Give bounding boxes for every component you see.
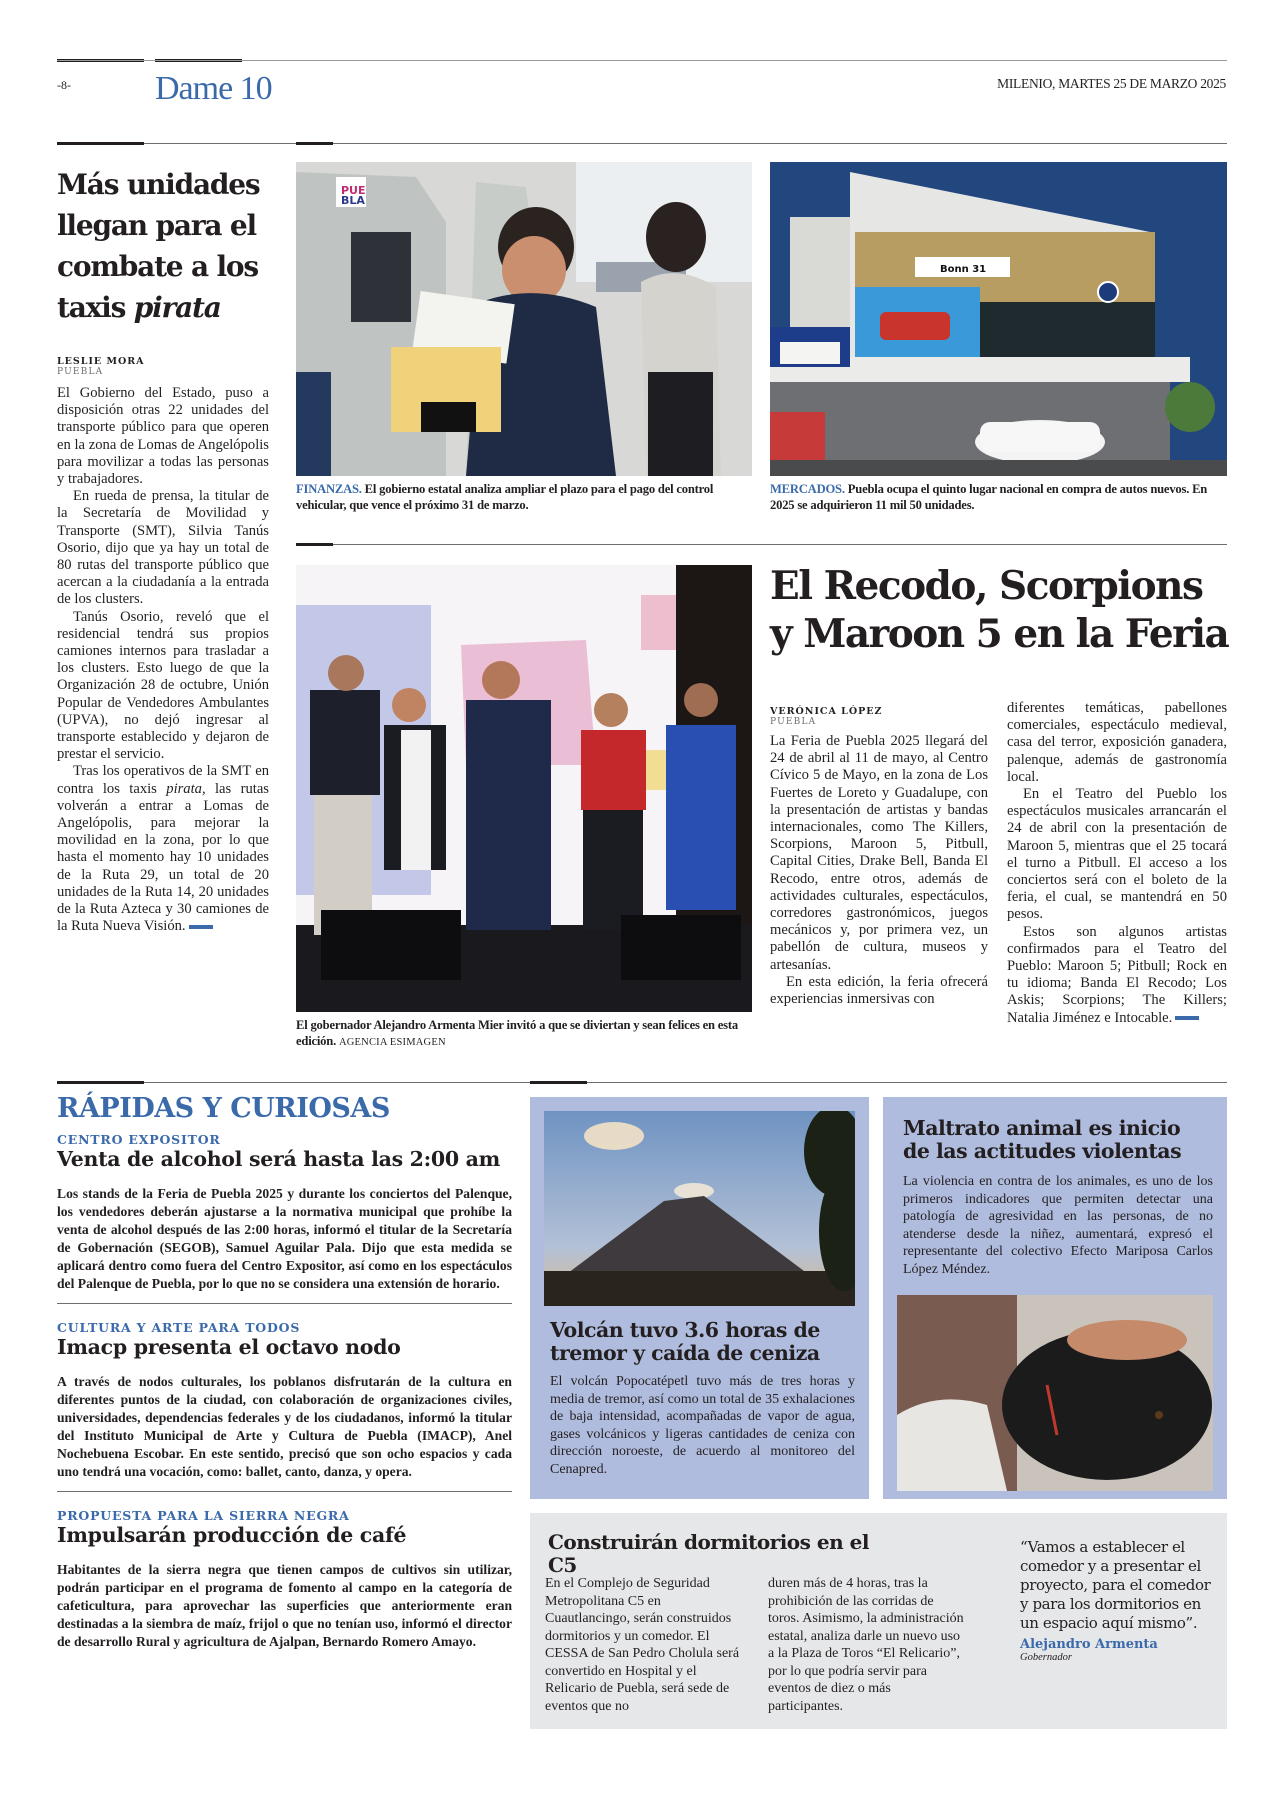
end-mark bbox=[189, 925, 213, 929]
volcan-box bbox=[530, 1097, 869, 1499]
feria-author: VERÓNICA LÓPEZ bbox=[770, 706, 883, 717]
rapidas-item bbox=[57, 1320, 512, 1481]
c5-column-2: duren más de 4 horas, tras la prohibición de las corridas de toros. Asimismo, la administración estatal, analiza darle un nuevo uso a la Plaza de Toros “El Relicario”, por lo que podría servir para eventos de diez o más participantes. bbox=[768, 1576, 964, 1714]
paragraph: Tanús Osorio, reveló que el residencial tendrá sus propios camiones internos para trasladar a los clusters. Esto luego de que la Organización 28 de octubre, Unión Popular de Vendedores Ambulantes (UPVA), no dejó ingresar al transporte establecido y dejaron de prestar el servicio. bbox=[57, 608, 269, 763]
c5-column-1: En el Complejo de Seguridad Metropolitana C5 en Cuautlancingo, serán construidos dormitorios y un comedor. El CESSA de San Pedro Cholula será convertido en Hospital y el Relicario de Puebla, será sede de eventos que no bbox=[545, 1576, 740, 1714]
rapidas-body: Los stands de la Feria de Puebla 2025 y durante los conciertos del Palenque, los vendedores deberán ajustarse a la normativa municipal que prohíbe la venta de alcohol después de las 2:00 horas, informó el titular de la Secretaría de Gobernación (SEGOB), Samuel Aguilar Pala. Dijo que esta medida se aplicará dentro como fuera del Centro Expositor, así como en los espectáculos del Palenque de Puebla, por lo que no se considera una extensión de horario. bbox=[57, 1186, 512, 1291]
maltrato-photo bbox=[897, 1295, 1213, 1491]
photo-feria bbox=[296, 565, 752, 1012]
rule-accent bbox=[296, 142, 333, 145]
taxis-headline: Más unidades llegan para el combate a los taxis pirata bbox=[57, 168, 260, 324]
feria-location: PUEBLA bbox=[770, 717, 817, 727]
rule-accent bbox=[57, 142, 144, 145]
feria-headline: El Recodo, Scorpions y Maroon 5 en la Feria bbox=[770, 563, 1229, 657]
quote-text: “Vamos a establecer el comedor y a presentar el proyecto, para el comedor y para los dormitorios en un espacio aquí mismo”. bbox=[1020, 1538, 1211, 1632]
paragraph: La Feria de Puebla 2025 llegará del 24 de abril al 11 de mayo, al Centro Cívico 5 de Mayo, en la zona de Los Fuertes de Loreto y Guadalupe, con la presentación de artistas y bandas internacionales, como The Killers, Scorpions, Maroon 5, Pitbull, Capital Cities, Drake Bell, Banda El Recodo, entre otros, además de actividades culturales, espectáculos, corredores gastronómicos, juegos mecánicos y, por primera vez, un pabellón de cultura, museos y artesanías. bbox=[770, 733, 988, 973]
paragraph: Estos son algunos artistas confirmados para el Teatro del Pueblo: Maroon 5; Pitbull; Rock en tu idioma; Banda El Recodo; Los Askis; Scorpions; The Killers; Natalia Jiménez e Intocable. bbox=[1007, 923, 1227, 1026]
paragraph: diferentes temáticas, pabellones comerciales, espectáculo medieval, casa del terror, exposición ganadera, palenque, además de gastronomía local. bbox=[1007, 700, 1227, 785]
quote-role: Gobernador bbox=[1020, 1652, 1072, 1663]
rule-accent bbox=[296, 543, 333, 546]
taxis-author: LESLIE MORA bbox=[57, 356, 145, 367]
paragraph: El Gobierno del Estado, puso a disposición otras 22 unidades del transporte público para que operen en la zona de Lomas de Angelópolis para movilizar a todas las personas y trabajadores. bbox=[57, 385, 269, 488]
volcan-headline: Volcán tuvo 3.6 horas de tremor y caída de ceniza bbox=[550, 1318, 820, 1365]
kiosk-photo-illustration bbox=[296, 162, 752, 476]
rule-accent bbox=[57, 1081, 144, 1084]
end-mark bbox=[1175, 1016, 1199, 1020]
rapidas-item bbox=[57, 1508, 512, 1651]
maltrato-headline: Maltrato animal es inicio de las actitudes violentas bbox=[903, 1116, 1182, 1163]
paragraph: Tras los operativos de la SMT en contra los taxis pirata, las rutas volverán a entrar a Lomas de Angelópolis, para mejorar la movilidad en la zona, por lo que hasta el momento hay 10 unidades de la Ruta 29, un total de 20 unidades de la Ruta 14, 20 unidades de la Ruta Azteca y 30 camiones de la Ruta Nueva Visión. bbox=[57, 763, 269, 935]
dealership-photo-illustration bbox=[770, 162, 1227, 476]
volcano-illustration bbox=[544, 1111, 855, 1306]
c5-headline: Construirán dormitorios en el C5 bbox=[548, 1530, 869, 1577]
photo-finanzas bbox=[296, 162, 752, 476]
page-number: -8- bbox=[57, 78, 71, 92]
dog-illustration bbox=[897, 1295, 1213, 1491]
rapidas-title: RÁPIDAS Y CURIOSAS bbox=[57, 1093, 390, 1124]
taxis-body bbox=[57, 385, 269, 936]
paragraph: En rueda de prensa, la titular de la Secretaría de Movilidad y Transporte (SMT), Silvia Tanús Osorio, dijo que ya hay un total de 80 rutas del transporte público que acercan a la ciudadanía a la entrada de los clusters. bbox=[57, 488, 269, 608]
quote-author: Alejandro Armenta bbox=[1020, 1637, 1158, 1652]
maltrato-box bbox=[883, 1097, 1227, 1499]
header-rule bbox=[57, 143, 1227, 144]
rapidas-kicker: PROPUESTA PARA LA SIERRA NEGRA bbox=[57, 1508, 350, 1523]
rapidas-body: A través de nodos culturales, los poblanos disfrutarán de la cultura en diferentes puntos de la ciudad, con colaboración de organizaciones civiles, universidades, dependencias federales y de los ciudadanos, informó la titular del Instituto Municipal de Arte y Cultura de Puebla (IMACP), Anel Nochebuena Escobar. En este sentido, precisó que son ocho espacios y cada uno tendrá una vocación, como: ballet, canto, danza, y opera. bbox=[57, 1374, 512, 1479]
dealership-sign: Bonn 31 bbox=[940, 264, 987, 275]
photo-mercados bbox=[770, 162, 1227, 476]
taxis-story bbox=[57, 164, 269, 936]
maltrato-body: La violencia en contra de los animales, es uno de los primeros indicadores que permiten detectar una patología de agresividad en las personas, de no atenderse desde la niñez, aumentará, expresó el representante del colectivo Efecto Mariposa Carlos López Méndez. bbox=[903, 1174, 1213, 1277]
rule-accent bbox=[530, 1081, 587, 1084]
svg-text:BLA: BLA bbox=[341, 194, 365, 207]
feria-column-1 bbox=[770, 706, 988, 1008]
caption-mercados: MERCADOS. Puebla ocupa el quinto lugar nacional en compra de autos nuevos. En 2025 se adquirieron 11 mil 50 unidades. bbox=[770, 482, 1208, 512]
feria-column-2 bbox=[1007, 700, 1227, 1027]
svg-text:PUE: PUE bbox=[341, 184, 366, 197]
caption-finanzas: FINANZAS. El gobierno estatal analiza ampliar el plazo para el pago del control vehicular, que vence el próximo 31 de marzo. bbox=[296, 482, 714, 512]
paragraph: En el Teatro del Pueblo los espectáculos musicales arrancarán el 24 de abril con la presentación de Maroon 5, mientras que el 25 tocará el turno a Pitbull. El acceso a los conciertos será con el boleto de la feria, el cual, se mantendrá en 50 pesos. bbox=[1007, 786, 1227, 923]
c5-pull-quote bbox=[1020, 1538, 1215, 1663]
rapidas-section bbox=[57, 1093, 512, 1651]
caption-feria: El gobernador Alejandro Armenta Mier invitó a que se diviertan y sean felices en esta edición. AGENCIA ESIMAGEN bbox=[296, 1018, 738, 1048]
section-rule bbox=[296, 544, 1227, 545]
top-rule bbox=[57, 60, 1227, 61]
c5-box bbox=[530, 1513, 1227, 1729]
rapidas-kicker: CENTRO EXPOSITOR bbox=[57, 1132, 221, 1147]
photo-credit: AGENCIA ESIMAGEN bbox=[338, 1036, 446, 1048]
paragraph: En esta edición, la feria ofrecerá experiencias inmersivas con bbox=[770, 973, 988, 1008]
section-rule bbox=[57, 1082, 1227, 1083]
rapidas-headline: Impulsarán producción de café bbox=[57, 1523, 407, 1547]
taxis-location: PUEBLA bbox=[57, 367, 104, 377]
item-divider bbox=[57, 1303, 512, 1304]
section-title: Dame 10 bbox=[155, 70, 272, 107]
rapidas-kicker: CULTURA Y ARTE PARA TODOS bbox=[57, 1320, 301, 1335]
rapidas-body: Habitantes de la sierra negra que tienen campos de cultivos sin utilizar, podrán participar en el programa de fomento al campo en la categoría de cafeticultura, para aprovechar las superficies que anteriormente eran destinadas a la siembra de maíz, frijol o que no tenían uso, informó el director de desarrollo Rural y agricultura de Ajalpan, Bernardo Romero Amayo. bbox=[57, 1562, 512, 1649]
dateline: MILENIO, MARTES 25 DE MARZO 2025 bbox=[997, 76, 1226, 91]
volcan-body: El volcán Popocatépetl tuvo más de tres horas y media de tremor, así como un total de 35 exhalaciones de baja intensidad, acompañadas de vapor de agua, gases volcánicos y ligeras cantidades de ceniza con dirección noroeste, de acuerdo al monitoreo del Cenapred. bbox=[550, 1374, 855, 1477]
volcan-photo bbox=[544, 1111, 855, 1306]
rapidas-headline: Venta de alcohol será hasta las 2:00 am bbox=[57, 1147, 501, 1171]
rapidas-item bbox=[57, 1132, 512, 1293]
stage-photo-illustration bbox=[296, 565, 752, 1012]
rapidas-headline: Imacp presenta el octavo nodo bbox=[57, 1335, 401, 1359]
item-divider bbox=[57, 1491, 512, 1492]
